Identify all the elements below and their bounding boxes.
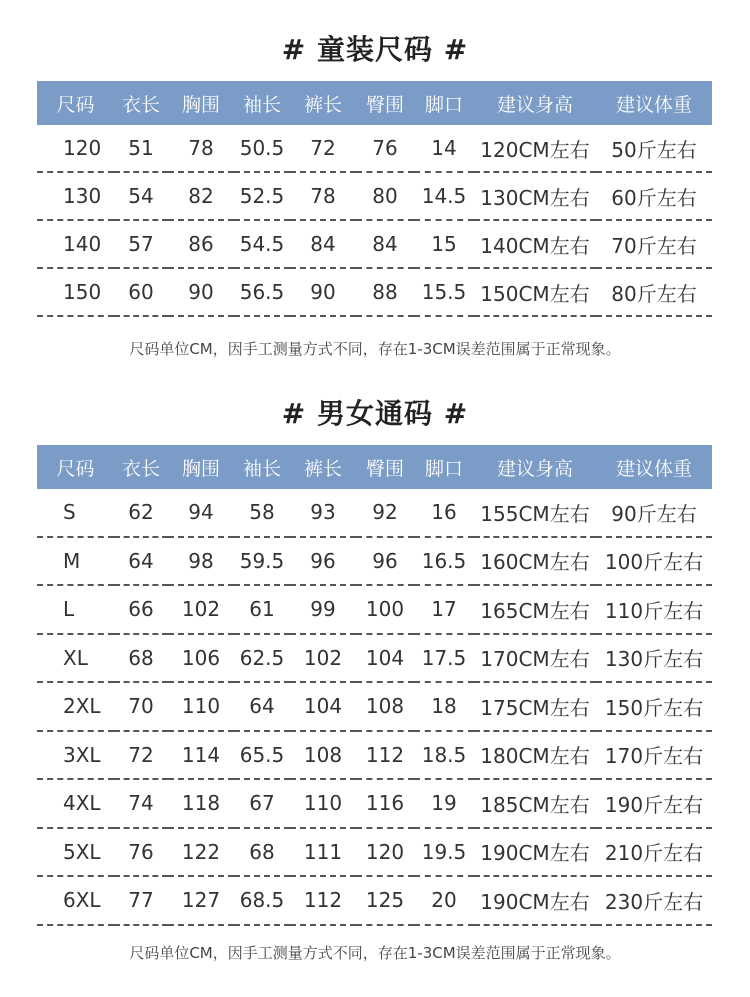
table-cell: 74 — [114, 779, 168, 828]
table-cell: 78 — [168, 125, 234, 172]
table-cell: 170CM左右 — [474, 634, 596, 683]
table-cell: 110 — [168, 682, 234, 731]
table-cell: 72 — [114, 731, 168, 780]
table-cell: 155CM左右 — [474, 489, 596, 537]
header-cell: 建议体重 — [596, 445, 712, 489]
table-row — [37, 125, 712, 172]
table-row — [37, 172, 712, 220]
table-cell: 58 — [234, 489, 290, 537]
size-cell: 6XL — [37, 876, 114, 925]
header-cell: 臀围 — [356, 445, 414, 489]
table-cell: 190CM左右 — [474, 828, 596, 877]
table-cell: 175CM左右 — [474, 682, 596, 731]
size-cell: 130 — [37, 172, 114, 220]
table-cell: 90 — [290, 268, 356, 316]
table-cell: 160CM左右 — [474, 537, 596, 586]
table-cell: 14.5 — [414, 172, 474, 220]
table-row — [37, 828, 712, 877]
table-cell: 150CM左右 — [474, 268, 596, 316]
table-cell: 59.5 — [234, 537, 290, 586]
header-cell: 臀围 — [356, 81, 414, 125]
table-cell: 65.5 — [234, 731, 290, 780]
table-cell: 190斤左右 — [596, 779, 712, 828]
table-cell: 18 — [414, 682, 474, 731]
size-cell: 140 — [37, 220, 114, 268]
table-cell: 82 — [168, 172, 234, 220]
size-cell: XL — [37, 634, 114, 683]
table-cell: 170斤左右 — [596, 731, 712, 780]
table-cell: 64 — [234, 682, 290, 731]
table-cell: 51 — [114, 125, 168, 172]
table-cell: 140CM左右 — [474, 220, 596, 268]
table-cell: 122 — [168, 828, 234, 877]
table-cell: 86 — [168, 220, 234, 268]
table-cell: 130斤左右 — [596, 634, 712, 683]
table-cell: 120CM左右 — [474, 125, 596, 172]
table-cell: 112 — [356, 731, 414, 780]
table-cell: 52.5 — [234, 172, 290, 220]
header-cell: 裤长 — [290, 445, 356, 489]
table-cell: 62.5 — [234, 634, 290, 683]
header-cell: 胸围 — [168, 81, 234, 125]
table-cell: 190CM左右 — [474, 876, 596, 925]
table-cell: 185CM左右 — [474, 779, 596, 828]
header-cell: 建议身高 — [474, 445, 596, 489]
header-cell: 裤长 — [290, 81, 356, 125]
table-cell: 77 — [114, 876, 168, 925]
adult-size-note: 尺码单位CM，因手工测量方式不同，存在1-3CM误差范围属于正常现象。 — [129, 944, 621, 962]
table-cell: 88 — [356, 268, 414, 316]
table-cell: 210斤左右 — [596, 828, 712, 877]
table-cell: 62 — [114, 489, 168, 537]
table-cell: 106 — [168, 634, 234, 683]
table-cell: 16.5 — [414, 537, 474, 586]
header-cell: 衣长 — [114, 445, 168, 489]
table-cell: 19 — [414, 779, 474, 828]
table-cell: 110 — [290, 779, 356, 828]
table-cell: 66 — [114, 585, 168, 634]
table-cell: 19.5 — [414, 828, 474, 877]
table-cell: 18.5 — [414, 731, 474, 780]
table-cell: 15 — [414, 220, 474, 268]
table-cell: 54.5 — [234, 220, 290, 268]
table-cell: 60斤左右 — [596, 172, 712, 220]
table-cell: 16 — [414, 489, 474, 537]
table-cell: 102 — [168, 585, 234, 634]
header-cell: 脚口 — [414, 445, 474, 489]
table-cell: 90 — [168, 268, 234, 316]
table-cell: 100 — [356, 585, 414, 634]
size-cell: L — [37, 585, 114, 634]
table-cell: 104 — [356, 634, 414, 683]
table-cell: 93 — [290, 489, 356, 537]
header-cell: 建议体重 — [596, 81, 712, 125]
table-cell: 127 — [168, 876, 234, 925]
table-cell: 68 — [234, 828, 290, 877]
table-cell: 99 — [290, 585, 356, 634]
table-cell: 76 — [114, 828, 168, 877]
table-cell: 68 — [114, 634, 168, 683]
table-cell: 80斤左右 — [596, 268, 712, 316]
table-row — [37, 489, 712, 537]
table-cell: 96 — [356, 537, 414, 586]
table-cell: 56.5 — [234, 268, 290, 316]
table-cell: 102 — [290, 634, 356, 683]
table-cell: 92 — [356, 489, 414, 537]
table-cell: 84 — [356, 220, 414, 268]
table-cell: 78 — [290, 172, 356, 220]
table-cell: 130CM左右 — [474, 172, 596, 220]
table-cell: 67 — [234, 779, 290, 828]
table-cell: 118 — [168, 779, 234, 828]
table-header-row — [37, 81, 712, 125]
table-cell: 104 — [290, 682, 356, 731]
table-cell: 94 — [168, 489, 234, 537]
table-cell: 150斤左右 — [596, 682, 712, 731]
table-cell: 61 — [234, 585, 290, 634]
kids-size-table — [37, 81, 712, 317]
header-cell: 衣长 — [114, 81, 168, 125]
table-row — [37, 731, 712, 780]
table-row — [37, 268, 712, 316]
table-cell: 111 — [290, 828, 356, 877]
table-cell: 70 — [114, 682, 168, 731]
header-cell: 尺码 — [37, 81, 114, 125]
table-cell: 108 — [356, 682, 414, 731]
table-cell: 76 — [356, 125, 414, 172]
table-cell: 14 — [414, 125, 474, 172]
table-cell: 180CM左右 — [474, 731, 596, 780]
header-cell: 建议身高 — [474, 81, 596, 125]
table-cell: 68.5 — [234, 876, 290, 925]
size-cell: 120 — [37, 125, 114, 172]
size-cell: S — [37, 489, 114, 537]
table-cell: 20 — [414, 876, 474, 925]
table-row — [37, 585, 712, 634]
table-cell: 50.5 — [234, 125, 290, 172]
table-cell: 90斤左右 — [596, 489, 712, 537]
size-cell: 3XL — [37, 731, 114, 780]
header-cell: 胸围 — [168, 445, 234, 489]
table-cell: 72 — [290, 125, 356, 172]
kids-section-title: # 童装尺码 # — [281, 33, 469, 66]
table-cell: 108 — [290, 731, 356, 780]
size-cell: 150 — [37, 268, 114, 316]
table-cell: 230斤左右 — [596, 876, 712, 925]
table-header-row — [37, 445, 712, 489]
table-row — [37, 682, 712, 731]
table-cell: 98 — [168, 537, 234, 586]
table-cell: 57 — [114, 220, 168, 268]
table-row — [37, 634, 712, 683]
table-row — [37, 779, 712, 828]
header-cell: 尺码 — [37, 445, 114, 489]
table-cell: 80 — [356, 172, 414, 220]
table-cell: 17 — [414, 585, 474, 634]
table-cell: 60 — [114, 268, 168, 316]
header-cell: 袖长 — [234, 81, 290, 125]
table-cell: 54 — [114, 172, 168, 220]
adult-size-table — [37, 445, 712, 926]
table-cell: 116 — [356, 779, 414, 828]
header-cell: 袖长 — [234, 445, 290, 489]
table-cell: 15.5 — [414, 268, 474, 316]
table-cell: 110斤左右 — [596, 585, 712, 634]
kids-size-note: 尺码单位CM，因手工测量方式不同，存在1-3CM误差范围属于正常现象。 — [129, 340, 621, 358]
table-cell: 125 — [356, 876, 414, 925]
table-cell: 17.5 — [414, 634, 474, 683]
table-cell: 100斤左右 — [596, 537, 712, 586]
header-cell: 脚口 — [414, 81, 474, 125]
table-row — [37, 876, 712, 925]
table-cell: 50斤左右 — [596, 125, 712, 172]
table-row — [37, 537, 712, 586]
size-cell: 5XL — [37, 828, 114, 877]
table-cell: 120 — [356, 828, 414, 877]
table-cell: 112 — [290, 876, 356, 925]
table-cell: 114 — [168, 731, 234, 780]
table-row — [37, 220, 712, 268]
table-cell: 96 — [290, 537, 356, 586]
table-cell: 70斤左右 — [596, 220, 712, 268]
table-cell: 64 — [114, 537, 168, 586]
size-cell: M — [37, 537, 114, 586]
size-cell: 4XL — [37, 779, 114, 828]
size-cell: 2XL — [37, 682, 114, 731]
table-cell: 165CM左右 — [474, 585, 596, 634]
table-cell: 84 — [290, 220, 356, 268]
adult-section-title: # 男女通码 # — [281, 397, 469, 430]
